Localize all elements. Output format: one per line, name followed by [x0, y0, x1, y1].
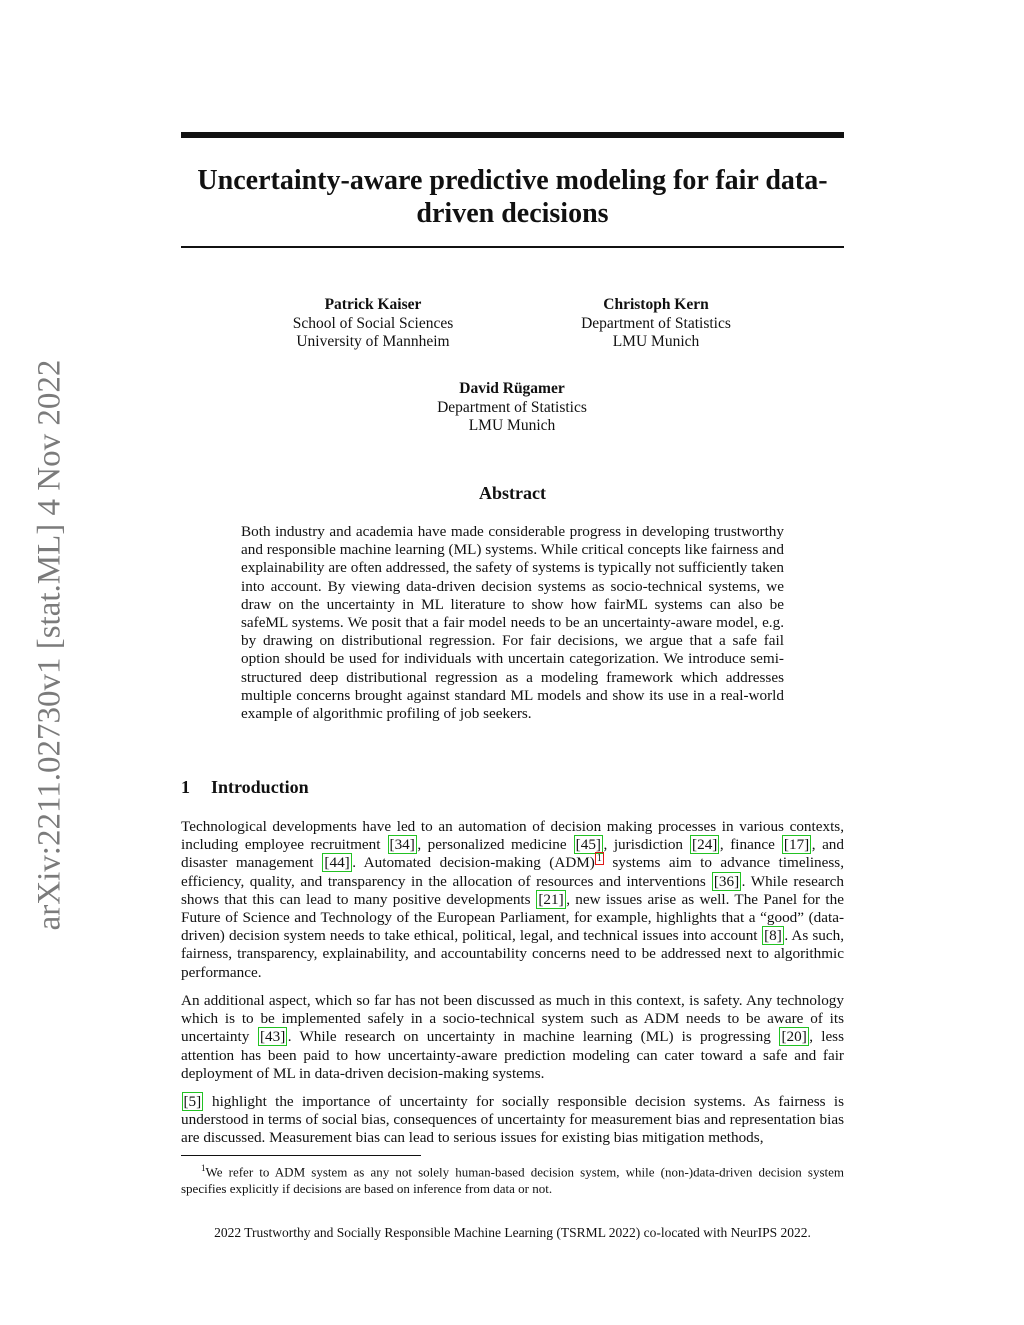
paper-title: Uncertainty-aware predictive modeling for fair data-driven decisions — [197, 165, 828, 229]
author-affiliation: Department of Statistics — [581, 314, 731, 332]
section-title: Introduction — [211, 777, 309, 797]
author-name: David Rügamer — [459, 380, 565, 397]
footnote-text: We refer to ADM system as any not solely human-based decision system, while (non-)data-driven decision system specifies explicitly if decisions are based on inference from data or not. — [181, 1164, 844, 1197]
footnote-rule — [181, 1155, 421, 1156]
paragraph-text: . As such, fairness, transparency, explainability, and accountability concerns need to be addressed next to algorithmic performance. — [181, 927, 844, 981]
paragraph — [181, 992, 844, 1083]
paragraph-text: An additional aspect, which so far has not been discussed as much in this context, is safety. Any technology which is to be implemented safely in a socio-technical system such as ADM needs to be aware of its uncertainty — [181, 992, 844, 1046]
author-affiliation: University of Mannheim — [296, 333, 450, 350]
arxiv-stamp-container — [28, 345, 72, 945]
paragraph-text: , and disaster management — [181, 836, 844, 872]
paragraph — [181, 1093, 844, 1148]
venue-footer: 2022 Trustworthy and Socially Responsible Machine Learning (TSRML 2022) co-located with NeurIPS 2022. — [214, 1225, 811, 1240]
footnote-mark: 1 — [201, 1163, 206, 1173]
citation-link[interactable]: [34] — [389, 836, 415, 854]
author-affiliation: LMU Munich — [468, 417, 556, 434]
citation-link[interactable]: [21] — [538, 890, 564, 908]
citation-link[interactable]: [45] — [575, 836, 601, 854]
citation-link[interactable]: [43] — [259, 1028, 286, 1046]
section-heading — [181, 776, 844, 798]
abstract-text: Both industry and academia have made considerable progress in developing trustworthy and responsible machine learning (ML) systems. While critical concepts like fairness and explainability are often addressed, the safety of systems is typically not sufficiently taken into account. By viewing data-driven decision systems as socio-technical systems, we draw on the uncertainty in ML literature to show how fairML systems can also be safeML systems. We posit that a fair model needs to be an uncertainty-aware model, e.g. by drawing on distributional regression. For fair decisions, we argue that a safe fail option should be used for individuals with uncertain categorization. We introduce semi-structured deep distributional regression as a modeling framework which addresses multiple concerns brought against standard ML models and show its use in a real-world example of algorithmic profiling of job seekers. — [241, 523, 784, 723]
citation-link[interactable]: [24] — [692, 836, 718, 854]
paragraph-text: , finance — [719, 836, 782, 854]
author-name: Patrick Kaiser — [324, 296, 422, 313]
paragraph-text: , personalized medicine — [417, 836, 574, 854]
citation-link[interactable]: [5] — [183, 1093, 202, 1110]
citation-link[interactable]: [36] — [713, 872, 740, 890]
citation-link[interactable]: [8] — [764, 927, 782, 945]
paragraph-text: Technological developments have led to an automation of decision making processes in various contexts, including employee recruitment — [181, 818, 844, 854]
footnote — [181, 1160, 844, 1197]
author-affiliation: Department of Statistics — [437, 398, 587, 416]
paragraph — [181, 818, 844, 982]
citation-link[interactable]: [20] — [781, 1028, 807, 1046]
paragraph-text: . While research on uncertainty in machine learning (ML) is progressing — [287, 1028, 779, 1046]
abstract-heading: Abstract — [479, 483, 546, 503]
citation-link[interactable]: [44] — [324, 854, 350, 872]
arxiv-stamp: arXiv:2211.02730v1 [stat.ML] 4 Nov 2022 — [31, 359, 68, 931]
author-name: Christoph Kern — [603, 296, 709, 313]
paragraph-text: . While research shows that this can lead to many positive developments — [181, 872, 845, 908]
author-block — [402, 380, 622, 436]
paragraph-text: systems aim to advance timeliness, efficiency, quality, and transparency in the allocation of resources and interventions — [181, 854, 844, 890]
section-number: 1 — [181, 777, 190, 797]
title-top-rule — [181, 132, 844, 138]
title-bottom-rule — [181, 246, 844, 248]
author-block — [263, 296, 483, 352]
author-block — [546, 296, 766, 352]
paragraph-text: highlight the importance of uncertainty for socially responsible decision systems. As fairness is understood in terms of social bias, consequences of uncertainty for measurement bias and representation bias are discussed. Measurement bias can lead to serious issues for existing bias mitigation methods, — [181, 1093, 844, 1147]
citation-link[interactable]: [17] — [783, 836, 810, 854]
author-affiliation: School of Social Sciences — [292, 314, 454, 332]
paragraph-text: , jurisdiction — [603, 836, 690, 854]
paragraph-text: , new issues arise as well. The Panel for the Future of Science and Technology of the European Parliament, for example, highlights that a “good” (data-driven) decision system needs to take ethical, political, legal, and technical issues into account — [181, 890, 844, 945]
paragraph-text: , less attention has been paid to how uncertainty-aware prediction modeling can cater toward a safe and fair deployment of ML in data-driven decision-making systems. — [181, 1028, 845, 1082]
author-affiliation: LMU Munich — [612, 333, 700, 350]
footnote-link[interactable]: 1 — [596, 853, 602, 865]
paragraph-text: . Automated decision-making (ADM) — [352, 854, 595, 872]
